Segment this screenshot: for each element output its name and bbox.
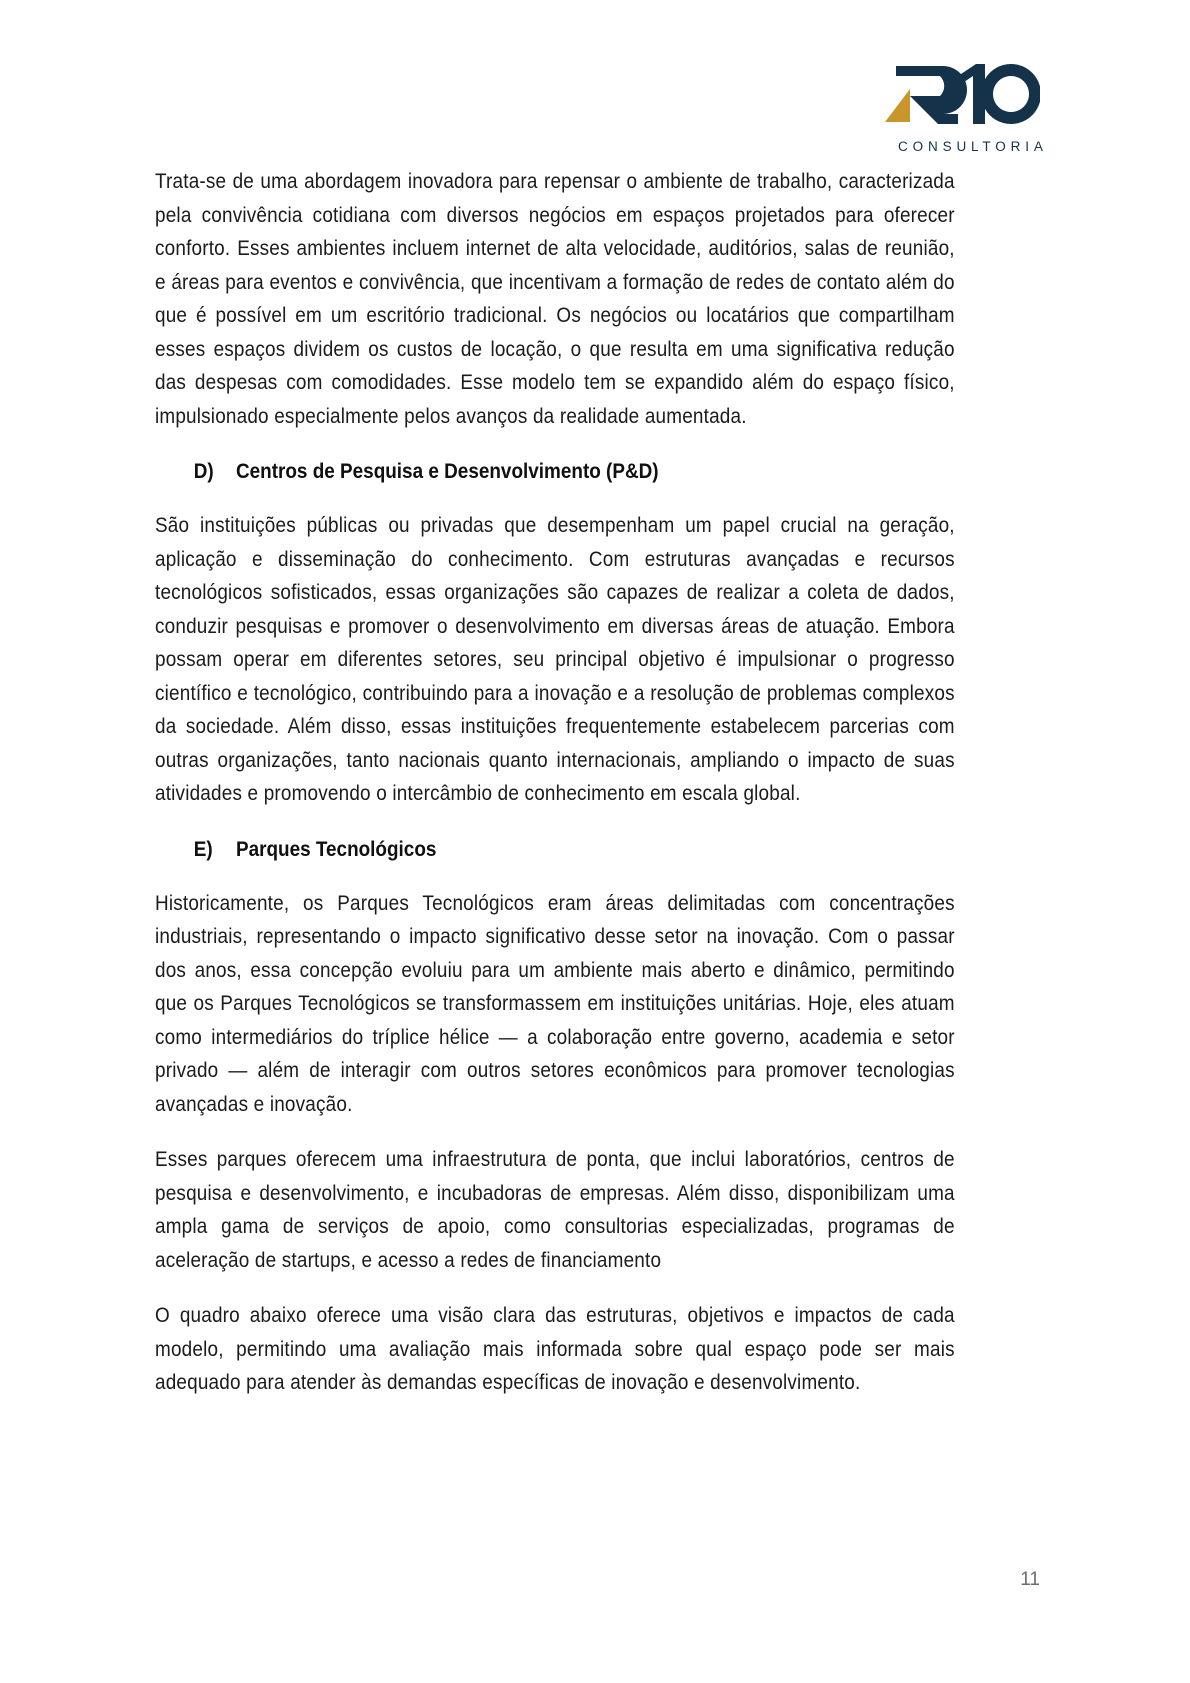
heading-d-label: Centros de Pesquisa e Desenvolvimento (P&D) [235,459,659,483]
page-number: 11 [1020,1569,1040,1590]
r10-logo-icon [880,44,1040,144]
logo-tagline: CONSULTORIA [898,139,1048,154]
paragraph-quadro-abaixo: O quadro abaixo oferece uma visão clara das estruturas, objetivos e impactos de cada modelo, permitindo uma avaliação mais informada sobre qual espaço pode ser mais adequado para atender às demandas específicas de inovação e desenvolvimento. [155,1303,955,1394]
heading-d-marker: D) [193,459,214,483]
heading-e-parques-tecnologicos [155,833,993,865]
heading-e-marker: E) [193,836,213,861]
r10-consultoria-logo [880,44,1048,154]
paragraph-parques-historico: Historicamente, os Parques Tecnológicos eram áreas delimitadas com concentrações industriais, representando o impacto significativo desse setor na inovação. Com o passar dos anos, essa concepção evoluiu para um ambiente mais aberto e dinâmico, permitindo que os Parques Tecnológicos se transformassem em instituições unitárias. Hoje, eles atuam como intermediários do tríplice hélice — a colaboração entre governo, academia e setor privado — além de interagir com outros setores econômicos para promover tecnologias avançadas e inovação. [155,890,955,1116]
document-body [155,165,955,1422]
paragraph-coworking: Trata-se de uma abordagem inovadora para repensar o ambiente de trabalho, caracterizada pela convivência cotidiana com diversos negócios em espaços projetados para oferecer conforto. Esses ambientes incluem internet de alta velocidade, auditórios, salas de reunião, e áreas para eventos e convivência, que incentivam a formação de redes de contato além do que é possível em um escritório tradicional. Os negócios ou locatários que compartilham esses espaços dividem os custos de locação, o que resulta em uma significativa redução das despesas com comodidades. Esse modelo tem se expandido além do espaço físico, impulsionado especialmente pelos avanços da realidade aumentada. [155,169,955,428]
heading-e-label: Parques Tecnológicos [235,836,437,861]
paragraph-parques-infraestrutura: Esses parques oferecem uma infraestrutura de ponta, que inclui laboratórios, centros de pesquisa e desenvolvimento, e incubadoras de empresas. Além disso, disponibilizam uma ampla gama de serviços de apoio, como consultorias especializadas, programas de aceleração de startups, e acesso a redes de financiamento [155,1147,955,1272]
page-header [820,44,1048,154]
heading-d-centros-pesquisa [155,455,993,487]
logo-numeral-zero [981,64,1040,124]
paragraph-centros-pesquisa: São instituições públicas ou privadas que desempenham um papel crucial na geração, aplicação e disseminação do conhecimento. Com estruturas avançadas e recursos tecnológicos sofisticados, essas organizações são capazes de realizar a coleta de dados, conduzir pesquisas e promover o desenvolvimento em diversas áreas de atuação. Embora possam operar em diferentes setores, seu principal objetivo é impulsionar o progresso científico e tecnológico, contribuindo para a inovação e a resolução de problemas complexos da sociedade. Além disso, essas instituições frequentemente estabelecem parcerias com outras organizações, tanto nacionais quanto internacionais, ampliando o impacto de suas atividades e promovendo o intercâmbio de conhecimento em escala global. [155,513,955,805]
logo-gold-triangle [885,89,910,122]
